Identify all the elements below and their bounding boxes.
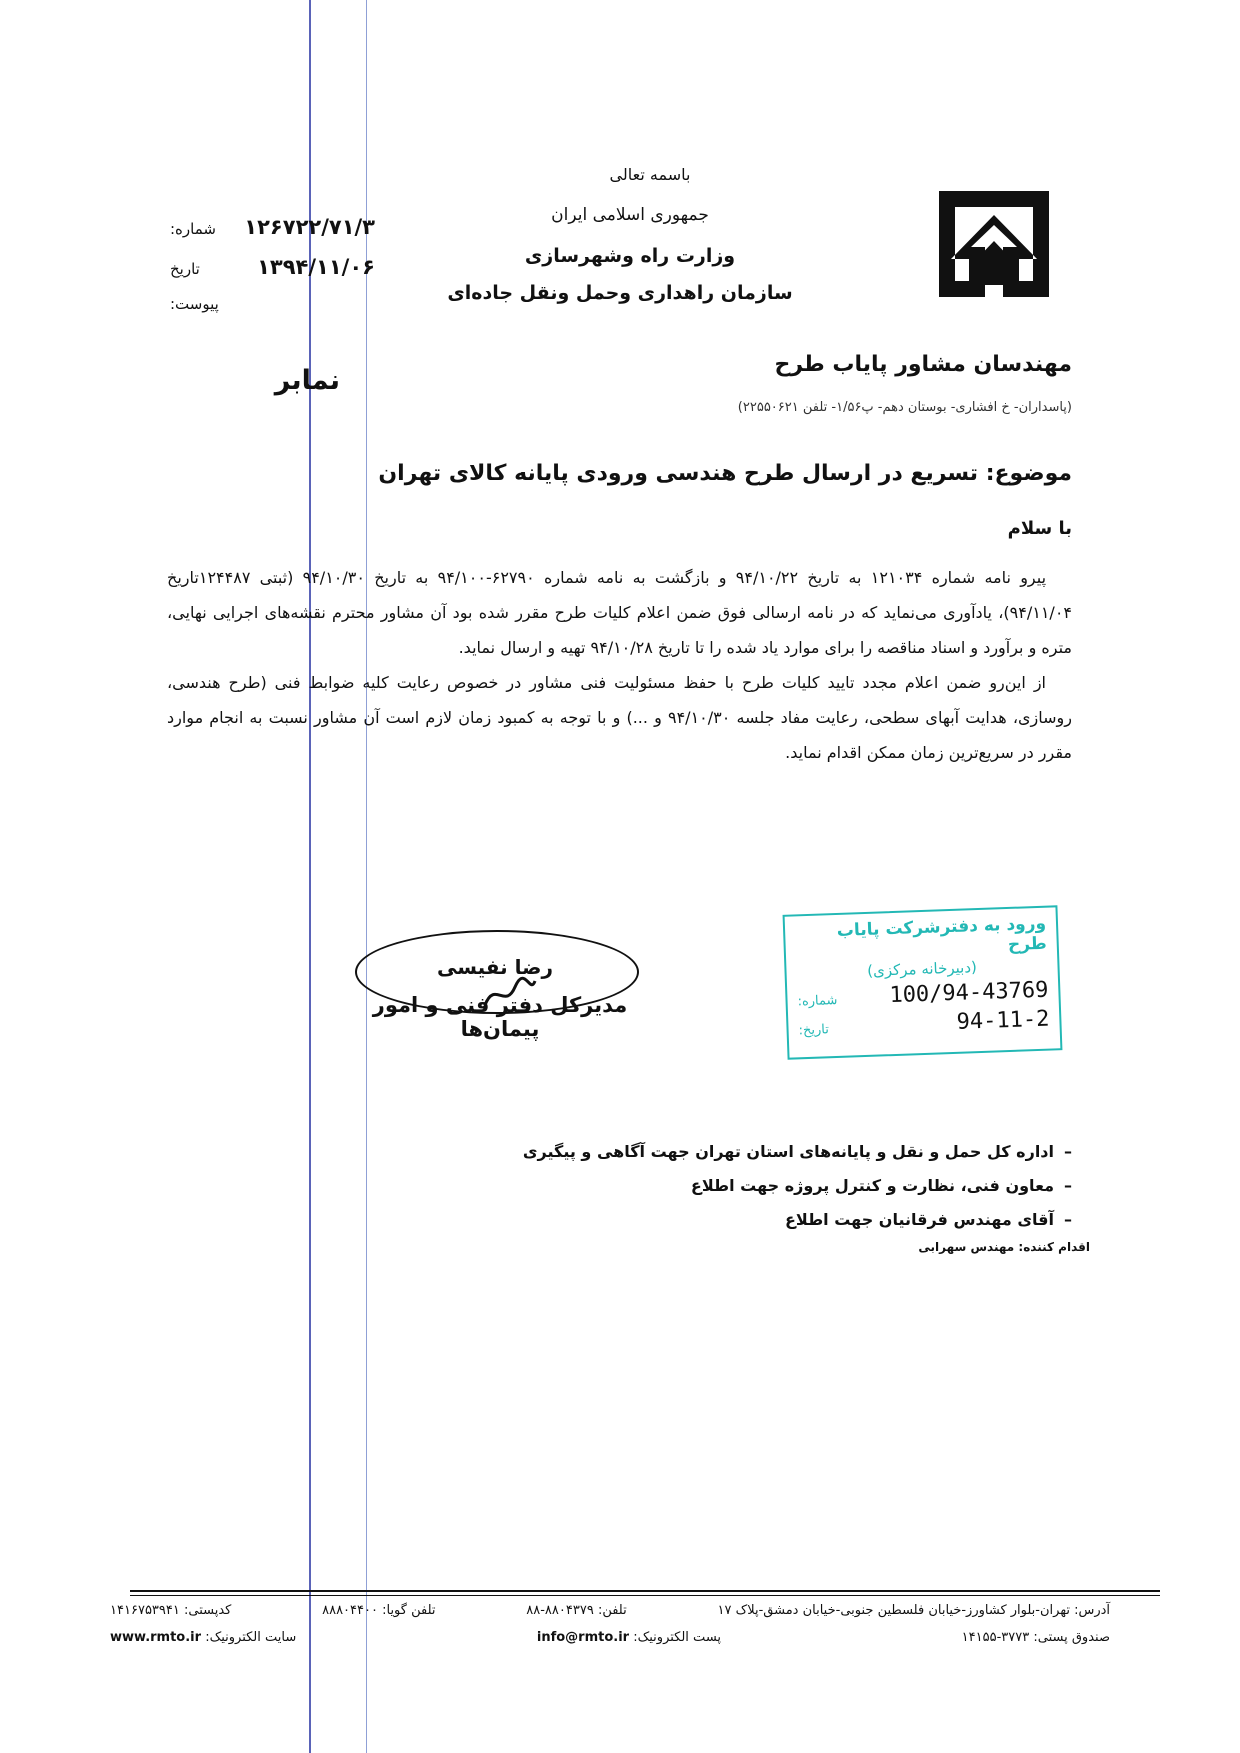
stamp-title: ورود به دفترشرکت پایاب طرح [836, 913, 1048, 955]
footer-divider [130, 1590, 1160, 1592]
letter-date: ۱۳۹۴/۱۱/۰۶ تاریخ [170, 255, 375, 279]
stamp-date-value: 94-11-2 [956, 1006, 1050, 1035]
footer-divider-thin [130, 1595, 1160, 1596]
footer-phone: تلفن: ۸۸۰۴۳۷۹-۸۸ [526, 1603, 627, 1618]
received-stamp [783, 905, 1063, 1060]
rmto-logo-icon [933, 185, 1055, 303]
body-paragraph-1: پیرو نامه شماره ۱۲۱۰۳۴ به تاریخ ۹۴/۱۰/۲۲ و بازگشت به نامه شماره ۶۲۷۹۰-۹۴/۱۰۰ به تاریخ ۹۴/۱۰/۳۰ (ثبتی ۱۲۴۴۸۷تاریخ ۹۴/۱۱/۰۴)، یادآوری می‌نماید که در نامه ارسالی فوق ضمن اعلام کلیات طرح مقرر شده بود آن مشاور محترم نقشه‌های اجرایی نهایی، متره و برآورد و اسناد مناقصه را برای موارد یاد شده را تا تاریخ ۹۴/۱۰/۲۸ تهیه و ارسال نماید. [167, 568, 1072, 657]
bismillah: باسمه تعالی [609, 165, 691, 184]
organization-name: سازمان راهداری وحمل ونقل جاده‌ای [447, 282, 793, 304]
footer-email[interactable]: info@rmto.ir [536, 1630, 630, 1645]
body-paragraph-2: از این‌رو ضمن اعلام مجدد تایید کلیات طرح با حفظ مسئولیت فنی مشاور در خصوص رعایت کلیه ضوابط فنی (طرح هندسی، روسازی، هدایت آبهای سطحی، رعایت مفاد جلسه ۹۴/۱۰/۳۰ و ...) و با توجه به کمبود زمان لازم است آن مشاور نسبت به انجام موارد مقرر در سریع‌ترین زمان ممکن اقدام نماید. [167, 673, 1072, 762]
recipient-address: (پاسداران- خ افشاری- بوستان دهم- پ۱/۵۶- تلفن ۲۲۵۵۰۶۲۱) [737, 400, 1072, 415]
footer-voice-phone: تلفن گویا: ۸۸۸۰۴۴۰۰ [322, 1603, 436, 1618]
footer-address: آدرس: تهران-بلوار کشاورز-خیابان فلسطین جنوبی-خیابان دمشق-پلاک ۱۷ [717, 1603, 1110, 1618]
footer-line-1 [110, 1603, 1110, 1618]
stamp-number-label: شماره: [797, 992, 838, 1010]
footer-postal-code: کدپستی: ۱۴۱۶۷۵۳۹۴۱ [110, 1603, 232, 1618]
recipient-name: مهندسان مشاور پایاب طرح [774, 352, 1072, 377]
cc-item: –معاون فنی، نظارت و کنترل پروژه جهت اطلاع [690, 1176, 1072, 1195]
action-by: اقدام کننده: مهندس سهرابی [918, 1240, 1090, 1254]
letter-attachment: پیوست: [170, 295, 219, 313]
footer-website-block: سایت الکترونیک: www.rmto.ir [110, 1630, 297, 1645]
government-name: جمهوری اسلامی ایران [551, 205, 709, 225]
footer-line-2 [110, 1630, 1110, 1645]
subject-line: موضوع: تسریع در ارسال طرح هندسی ورودی پایانه کالای تهران [378, 461, 1072, 486]
signer-title: مدیرکل دفتر فنی و امور پیمان‌ها [372, 993, 628, 1041]
cc-item: –اداره کل حمل و نقل و پایانه‌های استان تهران جهت آگاهی و پیگیری [522, 1142, 1072, 1161]
stamp-number-value: 100/94-43769 [889, 977, 1049, 1009]
fax-label: نمابر [274, 365, 340, 396]
footer-email-block: پست الکترونیک: info@rmto.ir [536, 1630, 722, 1645]
stamp-subtitle: (دبیرخانه مرکزی) [866, 958, 978, 980]
signer-name: رضا نفیسی [437, 955, 553, 979]
letter-number: ۱۲۶۷۲۲/۷۱/۳ شماره: [170, 215, 375, 239]
stamp-date-label: تاریخ: [798, 1022, 830, 1039]
cc-item: –آقای مهندس فرقانیان جهت اطلاع [784, 1210, 1072, 1229]
signature-scribble-icon [480, 975, 540, 1015]
footer-po-box: صندوق پستی: ۳۷۷۳-۱۴۱۵۵ [961, 1630, 1110, 1645]
greeting: با سلام [1007, 518, 1072, 539]
footer-website[interactable]: www.rmto.ir [110, 1630, 202, 1645]
letter-body [167, 560, 1072, 770]
ministry-name: وزارت راه وشهرسازی [524, 245, 736, 267]
